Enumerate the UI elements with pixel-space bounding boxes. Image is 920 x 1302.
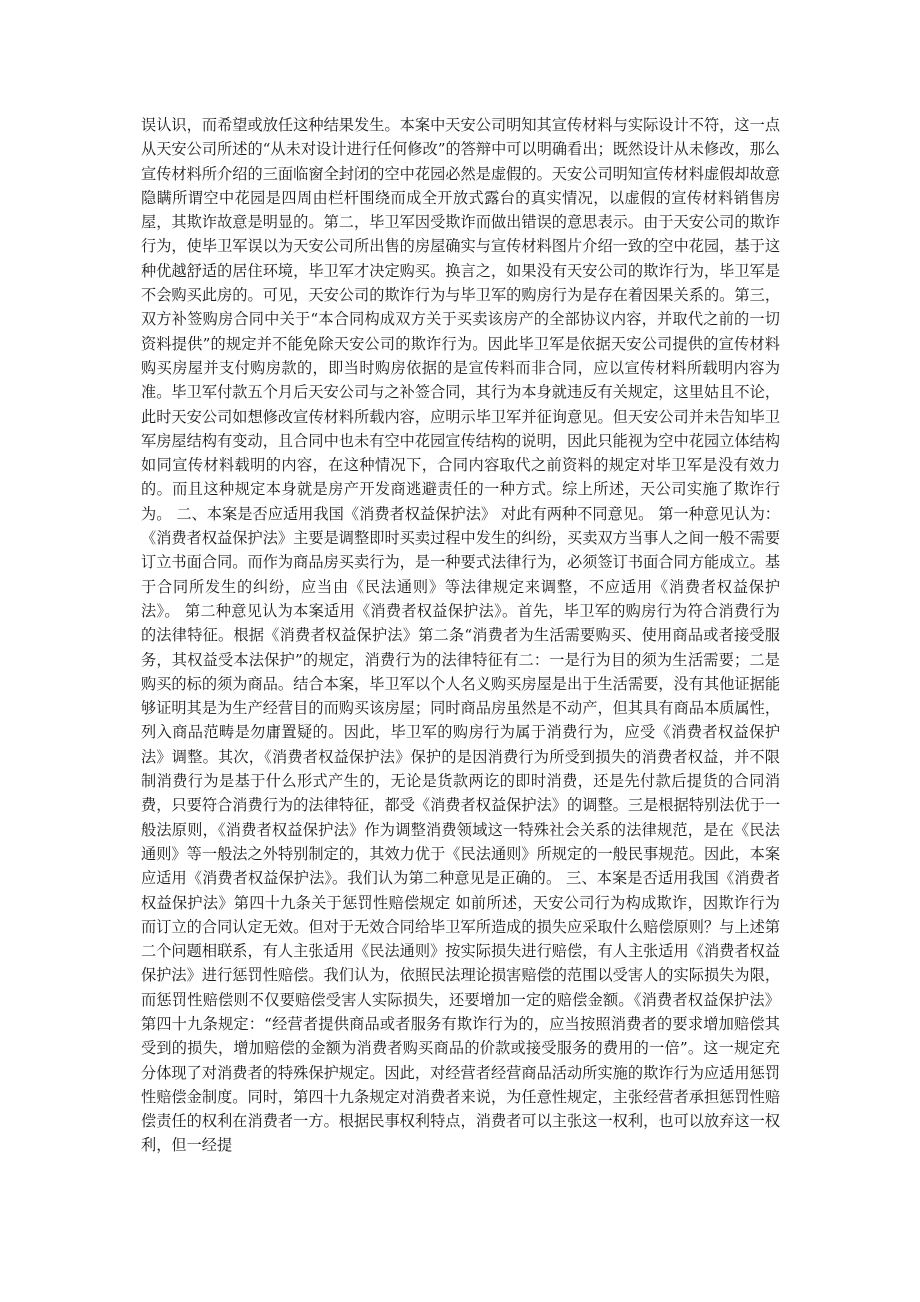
body-text: 误认识，而希望或放任这种结果发生。本案中天安公司明知其宣传材料与实际设计不符，这一点从天安公司所述的“从未对设计进行任何修改”的答辩中可以明确看出；既然设计从未修改，那么宣传材料所介绍的三面临窗全封闭的空中花园必然是虚假的。天安公司明知宣传材料虚假却故意隐瞒所谓空中花园是四周由栏杆围绕而成全开放式露台的真实情况，以虚假的宣传材料销售房屋，其欺诈故意是明显的。第二，毕卫军因受欺诈而做出错误的意思表示。由于天安公司的欺诈行为，使毕卫军误以为天安公司所出售的房屋确实与宣传材料图片介绍一致的空中花园，基于这种优越舒适的居住环境，毕卫军才决定购买。换言之，如果没有天安公司的欺诈行为，毕卫军是不会购买此房的。可见，天安公司的欺诈行为与毕卫军的购房行为是存在着因果关系的。第三，双方补签购房合同中关于“本合同构成双方关于买卖该房产的全部协议内容，并取代之前的一切资料提供”的规定并不能免除天安公司的欺诈行为。因此毕卫军是依据天安公司提供的宣传材料购买房屋并支付购房款的，即当时购房依据的是宣传料而非合同，应以宣传材料所载明内容为准。毕卫军付款五个月后天安公司与之补签合同，其行为本身就违反有关规定，这里姑且不论，此时天安公司如想修改宣传材料所载内容，应明示毕卫军并征询意见。但天安公司并未告知毕卫军房屋结构有变动，且合同中也未有空中花园宣传结构的说明，因此只能视为空中花园立体结构如同宣传材料载明的内容，在这种情况下，合同内容取代之前资料的规定对毕卫军是没有效力的。而且这种规定本身就是房产开发商逃避责任的一种方式。综上所述，天公司实施了欺诈行为。 二、本案是否应适用我国《消费者权益保护法》 对此有两种不同意见。 第一种意见认为：《消费者权益保护法》主要是调整即时买卖过程中发生的纠纷，买卖双方当事人之间一般不需要订立书面合同。而作为商品房买卖行为，是一种要式法律行为，必须签订书面合同方能成立。基于合同所发生的纠纷，应当由《民法通则》等法律规定来调整，不应适用《消费者权益保护法》。 第二种意见认为本案适用《消费者权益保护法》。首先，毕卫军的购房行为符合消费行为的法律特征。根据《消费者权益保护法》第二条“消费者为生活需要购买、使用商品或者接受服务，其权益受本法保护”的规定，消费行为的法律特征有二：一是行为目的须为生活需要；二是购买的标的须为商品。结合本案，毕卫军以个人名义购买房屋是出于生活需要，没有其他证据能够证明其是为生产经营目的而购买该房屋；同时商品房虽然是不动产，但其具有商品本质属性，列入商品范畴是勿庸置疑的。因此，毕卫军的购房行为属于消费行为，应受《消费者权益保护法》调整。其次，《消费者权益保护法》保护的是因消费行为所受到损失的消费者权益，并不限制消费行为是基于什么形式产生的，无论是货款两讫的即时消费，还是先付款后提货的合同消费，只要符合消费行为的法律特征，都受《消费者权益保护法》的调整。三是根据特别法优于一般法原则，《消费者权益保护法》作为调整消费领域这一特殊社会关系的法律规范，是在《民法通则》等一般法之外特别制定的，其效力优于《民法通则》所规定的一般民事规范。因此，本案应适用《消费者权益保护法》。我们认为第二种意见是正确的。 三、本案是否适用我国《消费者权益保护法》第四十九条关于惩罚性赔偿规定 如前所述，天安公司行为构成欺诈，因欺诈行为而订立的合同认定无效。但对于无效合同给毕卫军所造成的损失应采取什么赔偿原则？与上述第二个问题相联系，有人主张适用《民法通则》按实际损失进行赔偿，有人主张适用《消费者权益保护法》进行惩罚性赔偿。我们认为，依照民法理论损害赔偿的范围以受害人的实际损失为限，而惩罚性赔偿则不仅要赔偿受害人实际损失，还要增加一定的赔偿金额。《消费者权益保护法》第四十九条规定：“经营者提供商品或者服务有欺诈行为的，应当按照消费者的要求增加赔偿其受到的损失，增加赔偿的金额为消费者购买商品的价款或接受服务的费用的一倍”。这一规定充分体现了对消费者的特殊保护规定。因此，对经营者经营商品活动所实施的欺诈行为应适用惩罚性赔偿金制度。同时，第四十九条规定对消费者来说，为任意性规定，主张经营者承担惩罚性赔偿责任的权利在消费者一方。根据民事权利特点，消费者可以主张这一权利，也可以放弃这一权利，但一经提: [141, 116, 780, 1155]
